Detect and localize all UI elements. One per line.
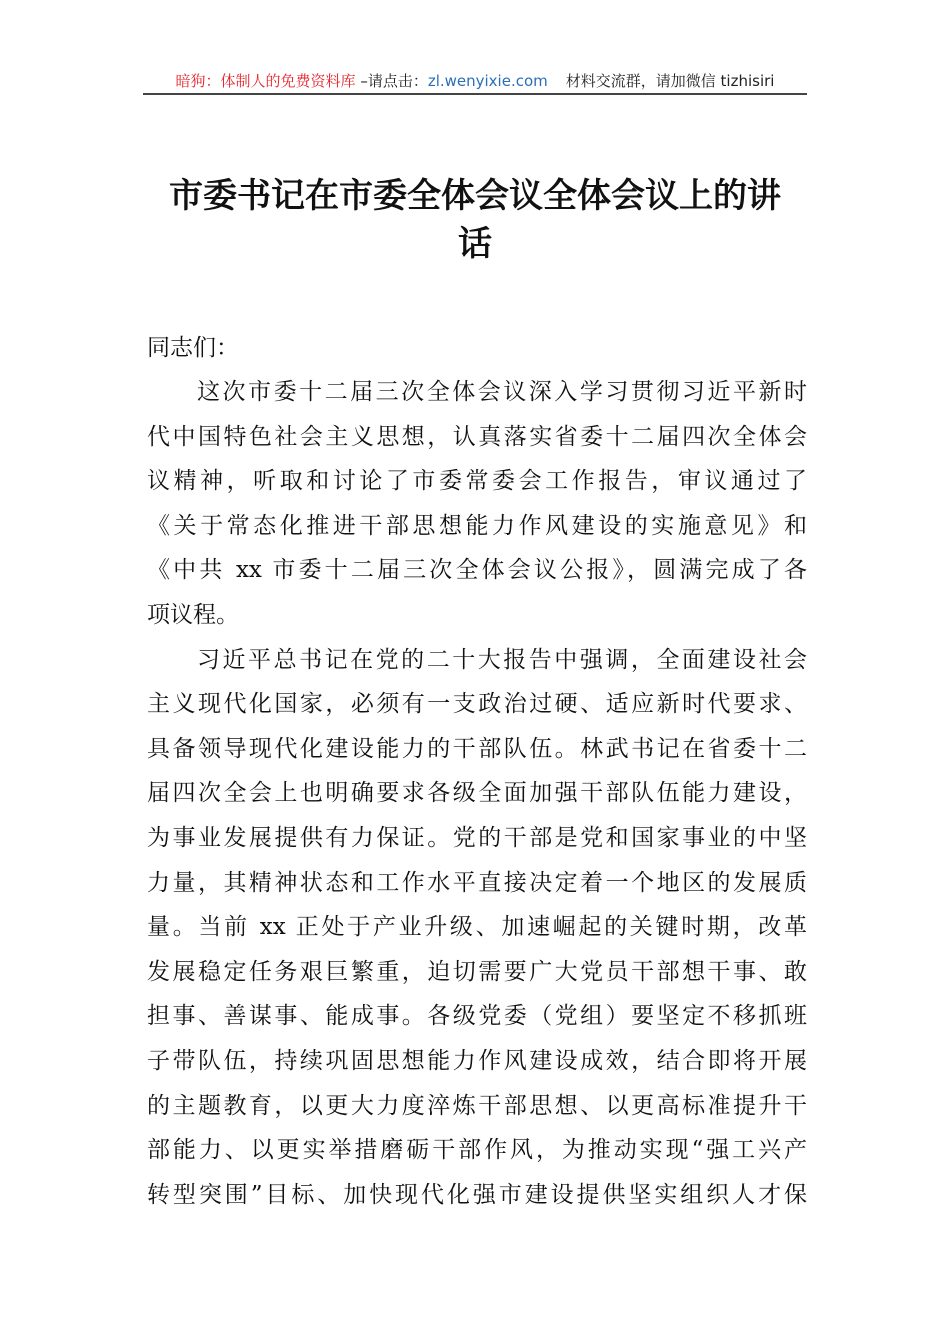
paragraph: [147, 638, 807, 1218]
title-line: 市委书记在市委全体会议全体会议上的讲: [169, 176, 781, 216]
text-line: 主义现代化国家，必须有一支政治过硬、适应新时代要求、: [147, 691, 807, 718]
promo-click-label: –请点击：: [355, 72, 428, 90]
text-line: 转型突围”目标、加快现代化强市建设提供坚实组织人才保: [147, 1181, 807, 1208]
title-line: 话: [458, 224, 492, 264]
text-line: 代中国特色社会主义思想，认真落实省委十二届四次全体会: [147, 423, 807, 450]
text-line: 担事、善谋事、能成事。各级党委（党组）要坚定不移抓班: [147, 1003, 807, 1030]
promo-header: [145, 68, 805, 94]
text-line: 项议程。: [147, 601, 239, 628]
text-line: 子带队伍，持续巩固思想能力作风建设成效，结合即将开展: [147, 1047, 807, 1074]
text-line: 力量，其精神状态和工作水平直接决定着一个地区的发展质: [147, 869, 807, 896]
promo-link[interactable]: zl.wenyixie.com: [427, 72, 548, 90]
text-line: 部能力、以更实举措磨砺干部作风，为推动实现“强工兴产: [147, 1137, 807, 1164]
text-line: 这次市委十二届三次全体会议深入学习贯彻习近平新时: [197, 379, 807, 405]
paragraph: [147, 370, 807, 638]
text-line: 为事业发展提供有力保证。党的干部是党和国家事业的中坚: [147, 824, 807, 851]
text-line: 量。当前 xx 正处于产业升级、加速崛起的关键时期，改革: [147, 914, 807, 941]
text-line: 议精神，听取和讨论了市委常委会工作报告，审议通过了: [147, 468, 807, 495]
greeting: 同志们：: [147, 335, 239, 361]
promo-text: 暗狗：体制人的免费资料库: [175, 72, 356, 90]
text-line: 习近平总书记在党的二十大报告中强调，全面建设社会: [197, 646, 807, 673]
document-body: [147, 370, 807, 1217]
text-line: 的主题教育，以更大力度淬炼干部思想、以更高标准提升干: [147, 1092, 807, 1119]
text-line: 届四次全会上也明确要求各级全面加强干部队伍能力建设，: [147, 780, 807, 807]
header-divider: [143, 93, 807, 95]
promo-contact: 材料交流群，请加微信 tizhisiri: [565, 72, 775, 90]
text-line: 发展稳定任务艰巨繁重，迫切需要广大党员干部想干事、敢: [147, 958, 807, 985]
text-line: 具备领导现代化建设能力的干部队伍。林武书记在省委十二: [147, 735, 807, 762]
text-line: 《中共 xx 市委十二届三次全体会议公报》，圆满完成了各: [147, 557, 807, 584]
document-title: [145, 172, 805, 268]
text-line: 《关于常态化推进干部思想能力作风建设的实施意见》和: [147, 512, 807, 539]
